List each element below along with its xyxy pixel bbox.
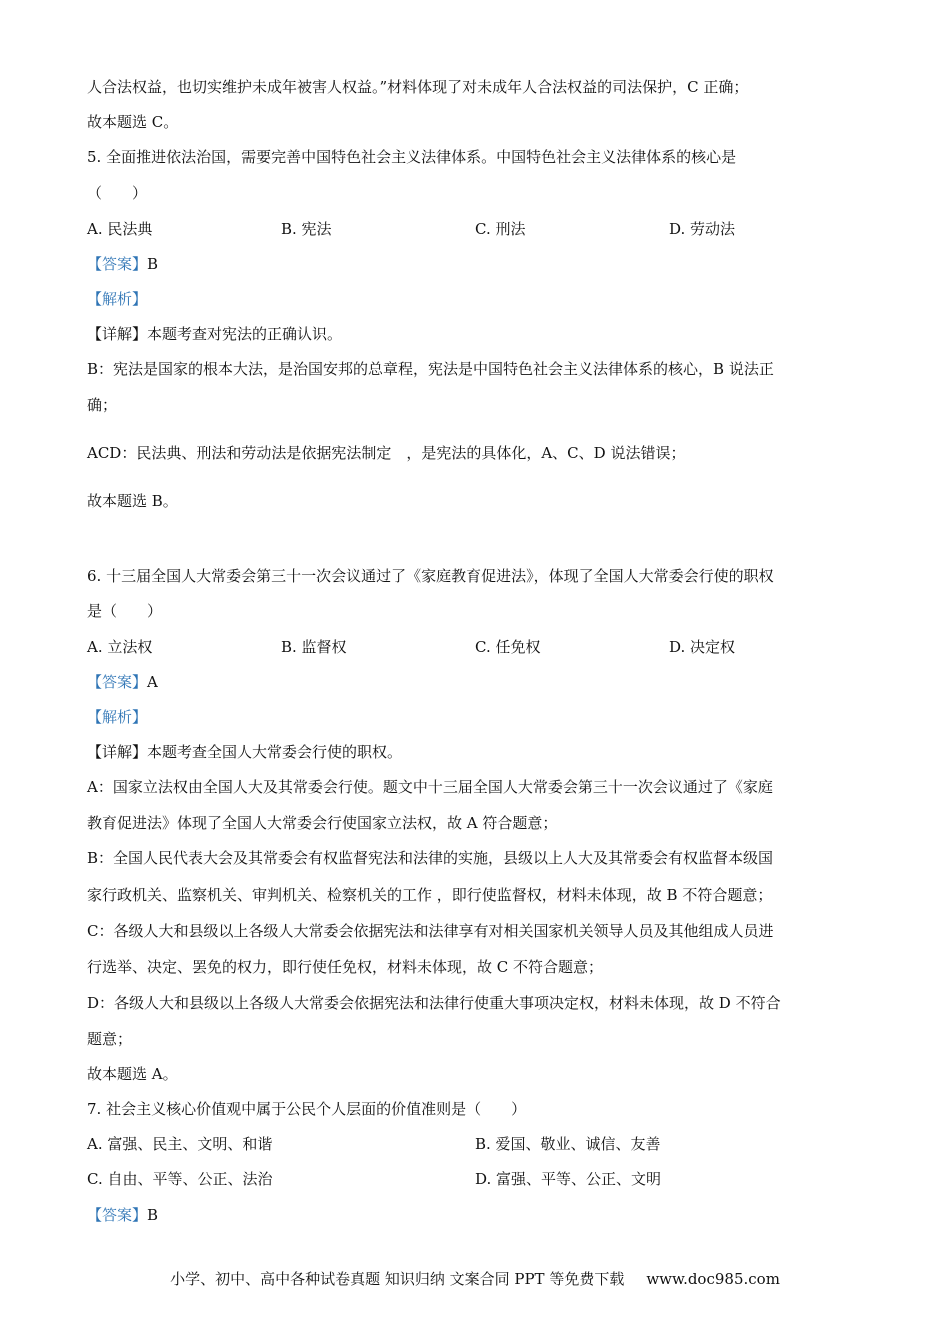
- q5-option-b: B. 宪法: [281, 220, 332, 238]
- q7-answer-value: B: [147, 1206, 159, 1224]
- q6-answer-tag: 【答案】: [87, 673, 148, 691]
- q5-analysis-tag: 【解析】: [87, 290, 148, 308]
- page-footer: [0, 1268, 950, 1290]
- q6-stem: 6. 十三届全国人大常委会第三十一次会议通过了《家庭教育促进法》，体现了全国人大常委会行使的职权: [87, 567, 774, 585]
- q6-detail-c-cont: 行选举、决定、罢免的权力，即行使任免权，材料未体现，故 C 不符合题意；: [87, 958, 604, 976]
- q5-answer-tag: 【答案】: [87, 255, 148, 273]
- q6-analysis-tag: 【解析】: [87, 708, 148, 726]
- q5-conclusion: 故本题选 B。: [87, 492, 178, 510]
- q6-option-d: D. 决定权: [669, 638, 736, 656]
- q5-detail-intro: 【详解】本题考查对宪法的正确认识。: [87, 325, 343, 343]
- q6-option-a: A. 立法权: [87, 638, 153, 656]
- q6-detail-a-cont: 教育促进法》体现了全国人大常委会行使国家立法权，故 A 符合题意；: [87, 814, 558, 832]
- q5-answer: [87, 254, 862, 274]
- q7-option-b: B. 爱国、敬业、诚信、友善: [475, 1135, 661, 1153]
- continuation-line-1: 人合法权益，也切实维护未成年被害人权益。”材料体现了对未成年人合法权益的司法保护，C 正确；: [87, 78, 749, 96]
- q6-detail-d: D：各级人大和县级以上各级人大常委会依据宪法和法律行使重大事项决定权，材料未体现，故 D 不符合: [87, 994, 781, 1012]
- q6-option-c: C. 任免权: [475, 638, 541, 656]
- q6-stem-cont: 是（ ）: [87, 602, 163, 620]
- q7-answer: [87, 1205, 862, 1225]
- q5-detail-b-cont: 确；: [87, 396, 118, 414]
- q6-detail-b-cont: 家行政机关、监察机关、审判机关、检察机关的工作 ，即行使监督权，材料未体现，故 B 不符合题意；: [87, 886, 773, 904]
- q7-answer-tag: 【答案】: [87, 1206, 148, 1224]
- q6-option-b: B. 监督权: [281, 638, 347, 656]
- q6-detail-b: B：全国人民代表大会及其常委会有权监督宪法和法律的实施，县级以上人大及其常委会有权监督本级国: [87, 849, 774, 867]
- footer-site-link[interactable]: www.doc985.com: [646, 1270, 780, 1288]
- q5-option-d: D. 劳动法: [669, 220, 736, 238]
- q6-answer: [87, 672, 862, 692]
- q5-option-a: A. 民法典: [87, 220, 153, 238]
- q5-option-c: C. 刑法: [475, 220, 526, 238]
- q5-stem-paren: （ ）: [87, 184, 148, 202]
- q6-detail-intro: 【详解】本题考查全国人大常委会行使的职权。: [87, 743, 403, 761]
- q6-detail-c: C：各级人大和县级以上各级人大常委会依据宪法和法律享有对相关国家机关领导人员及其他组成人员进: [87, 922, 774, 940]
- q5-answer-value: B: [147, 255, 159, 273]
- q7-option-a: A. 富强、民主、文明、和谐: [87, 1135, 273, 1153]
- footer-text: 小学、初中、高中各种试卷真题 知识归纳 文案合同 PPT 等免费下载: [170, 1270, 625, 1288]
- q7-stem: 7. 社会主义核心价值观中属于公民个人层面的价值准则是（ ）: [87, 1100, 527, 1118]
- continuation-conclusion: 故本题选 C。: [87, 113, 179, 131]
- q6-answer-value: A: [147, 673, 158, 691]
- q7-option-c: C. 自由、平等、公正、法治: [87, 1170, 273, 1188]
- q6-detail-a: A：国家立法权由全国人大及其常委会行使。题文中十三届全国人大常委会第三十一次会议通过了《家庭: [87, 778, 773, 796]
- q5-detail-b: B：宪法是国家的根本大法，是治国安邦的总章程，宪法是中国特色社会主义法律体系的核心，B 说法正: [87, 360, 774, 378]
- q7-option-d: D. 富强、平等、公正、文明: [475, 1170, 662, 1188]
- q6-detail-d-cont: 题意；: [87, 1030, 133, 1048]
- q5-stem: 5. 全面推进依法治国，需要完善中国特色社会主义法律体系。中国特色社会主义法律体系的核心是: [87, 148, 737, 166]
- q5-detail-acd: ACD：民法典、刑法和劳动法是依据宪法制定 ，是宪法的具体化，A、C、D 说法错误；: [87, 444, 686, 462]
- q6-conclusion: 故本题选 A。: [87, 1065, 178, 1083]
